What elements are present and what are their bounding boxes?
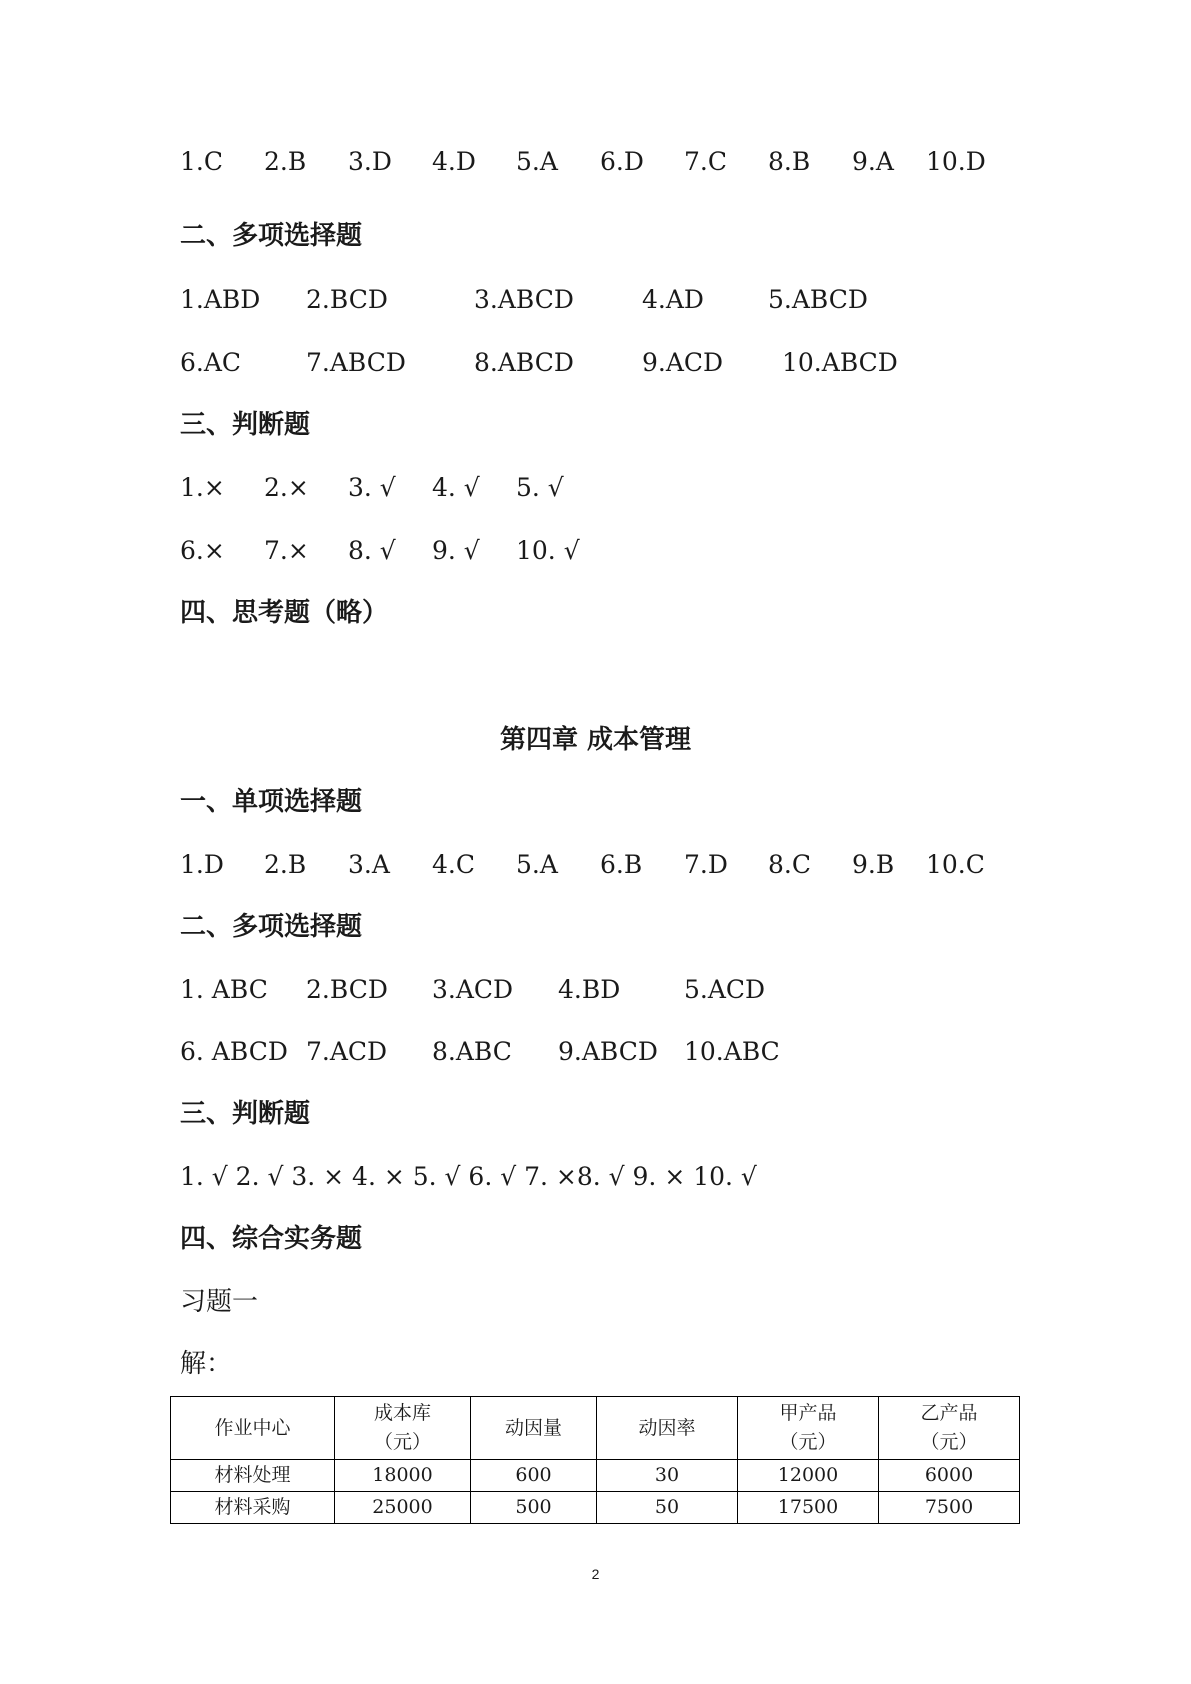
table-row <box>171 1460 1020 1492</box>
judgment-heading: 三、判断题 <box>180 1099 311 1129</box>
answer: 3.ACD <box>432 975 514 1004</box>
answer: 1. ABC <box>180 975 268 1004</box>
answer: 7.C <box>684 147 727 176</box>
answer: 8.ABC <box>432 1037 512 1066</box>
answer: 6.D <box>600 147 644 176</box>
thinking-question-heading: 四、思考题（略） <box>180 598 389 628</box>
table-cell: 12000 <box>738 1460 879 1492</box>
answer: 4. √ <box>432 473 480 502</box>
answer: 6.× <box>180 536 225 565</box>
answer: 10.ABCD <box>782 348 898 377</box>
answer: 9.A <box>852 147 894 176</box>
page-number: 2 <box>591 1566 600 1582</box>
table-cell: 500 <box>471 1492 597 1524</box>
answer: 8. √ <box>348 536 396 565</box>
multi-choice-heading-prev: 二、多项选择题 <box>180 221 363 251</box>
answer: 5.ABCD <box>768 285 868 314</box>
header-product-a: 甲产品 （元） <box>738 1397 879 1460</box>
table-header-row <box>171 1397 1020 1460</box>
answer: 1.C <box>180 147 223 176</box>
answer: 7.ABCD <box>306 348 406 377</box>
answer: 2.B <box>264 147 307 176</box>
answer: 2.B <box>264 850 307 879</box>
table-cell: 材料采购 <box>171 1492 335 1524</box>
table-cell: 7500 <box>879 1492 1020 1524</box>
answer: 9.ACD <box>642 348 724 377</box>
table-cell: 17500 <box>738 1492 879 1524</box>
answer: 2.BCD <box>306 285 388 314</box>
answer: 2.BCD <box>306 975 388 1004</box>
practice-heading: 四、综合实务题 <box>180 1224 363 1254</box>
answer: 3.ABCD <box>474 285 574 314</box>
table-cell: 18000 <box>335 1460 471 1492</box>
exercise-label: 习题一 <box>180 1287 259 1317</box>
table-cell: 30 <box>597 1460 738 1492</box>
table-cell: 25000 <box>335 1492 471 1524</box>
answer: 8.C <box>768 850 811 879</box>
answer: 1.D <box>180 850 224 879</box>
header-cost-pool: 成本库 （元） <box>335 1397 471 1460</box>
answer: 4.C <box>432 850 475 879</box>
answer: 7.ACD <box>306 1037 388 1066</box>
answer: 6.B <box>600 850 643 879</box>
header-driver-quantity: 动因量 <box>471 1397 597 1460</box>
answer: 5.ACD <box>684 975 766 1004</box>
answer: 4.AD <box>642 285 704 314</box>
header-product-b: 乙产品 （元） <box>879 1397 1020 1460</box>
table-cell: 材料处理 <box>171 1460 335 1492</box>
judgment-heading-prev: 三、判断题 <box>180 410 311 440</box>
table-cell: 6000 <box>879 1460 1020 1492</box>
answer: 1.ABD <box>180 285 261 314</box>
chapter-title: 第四章 成本管理 <box>499 725 692 755</box>
answer: 9. √ <box>432 536 480 565</box>
answer: 7.D <box>684 850 728 879</box>
multi-choice-heading: 二、多项选择题 <box>180 912 363 942</box>
answer: 10.D <box>926 147 986 176</box>
answer: 4.D <box>432 147 476 176</box>
table-row <box>171 1492 1020 1524</box>
table-cell: 600 <box>471 1460 597 1492</box>
answer: 5.A <box>516 147 558 176</box>
answer: 3.A <box>348 850 390 879</box>
solution-label: 解： <box>180 1349 233 1379</box>
answer: 3. √ <box>348 473 396 502</box>
answer: 9.B <box>852 850 895 879</box>
answer: 6. ABCD <box>180 1037 288 1066</box>
answer: 6.AC <box>180 348 242 377</box>
answer: 8.ABCD <box>474 348 574 377</box>
single-choice-heading: 一、单项选择题 <box>180 787 363 817</box>
answer: 10.ABC <box>684 1037 780 1066</box>
answer: 3.D <box>348 147 392 176</box>
answer: 8.B <box>768 147 811 176</box>
answer: 9.ABCD <box>558 1037 658 1066</box>
answer: 10. √ <box>516 536 580 565</box>
answer: 2.× <box>264 473 309 502</box>
answer: 5.A <box>516 850 558 879</box>
table-cell: 50 <box>597 1492 738 1524</box>
answer: 10.C <box>926 850 985 879</box>
answer: 4.BD <box>558 975 621 1004</box>
answer: 5. √ <box>516 473 564 502</box>
cost-allocation-table <box>170 1396 1020 1524</box>
judgment-answers: 1. √ 2. √ 3. × 4. × 5. √ 6. √ 7. ×8. √ 9. × 10. √ <box>180 1162 757 1191</box>
header-driver-rate: 动因率 <box>597 1397 738 1460</box>
header-activity-center: 作业中心 <box>171 1397 335 1460</box>
answer: 1.× <box>180 473 225 502</box>
answer: 7.× <box>264 536 309 565</box>
